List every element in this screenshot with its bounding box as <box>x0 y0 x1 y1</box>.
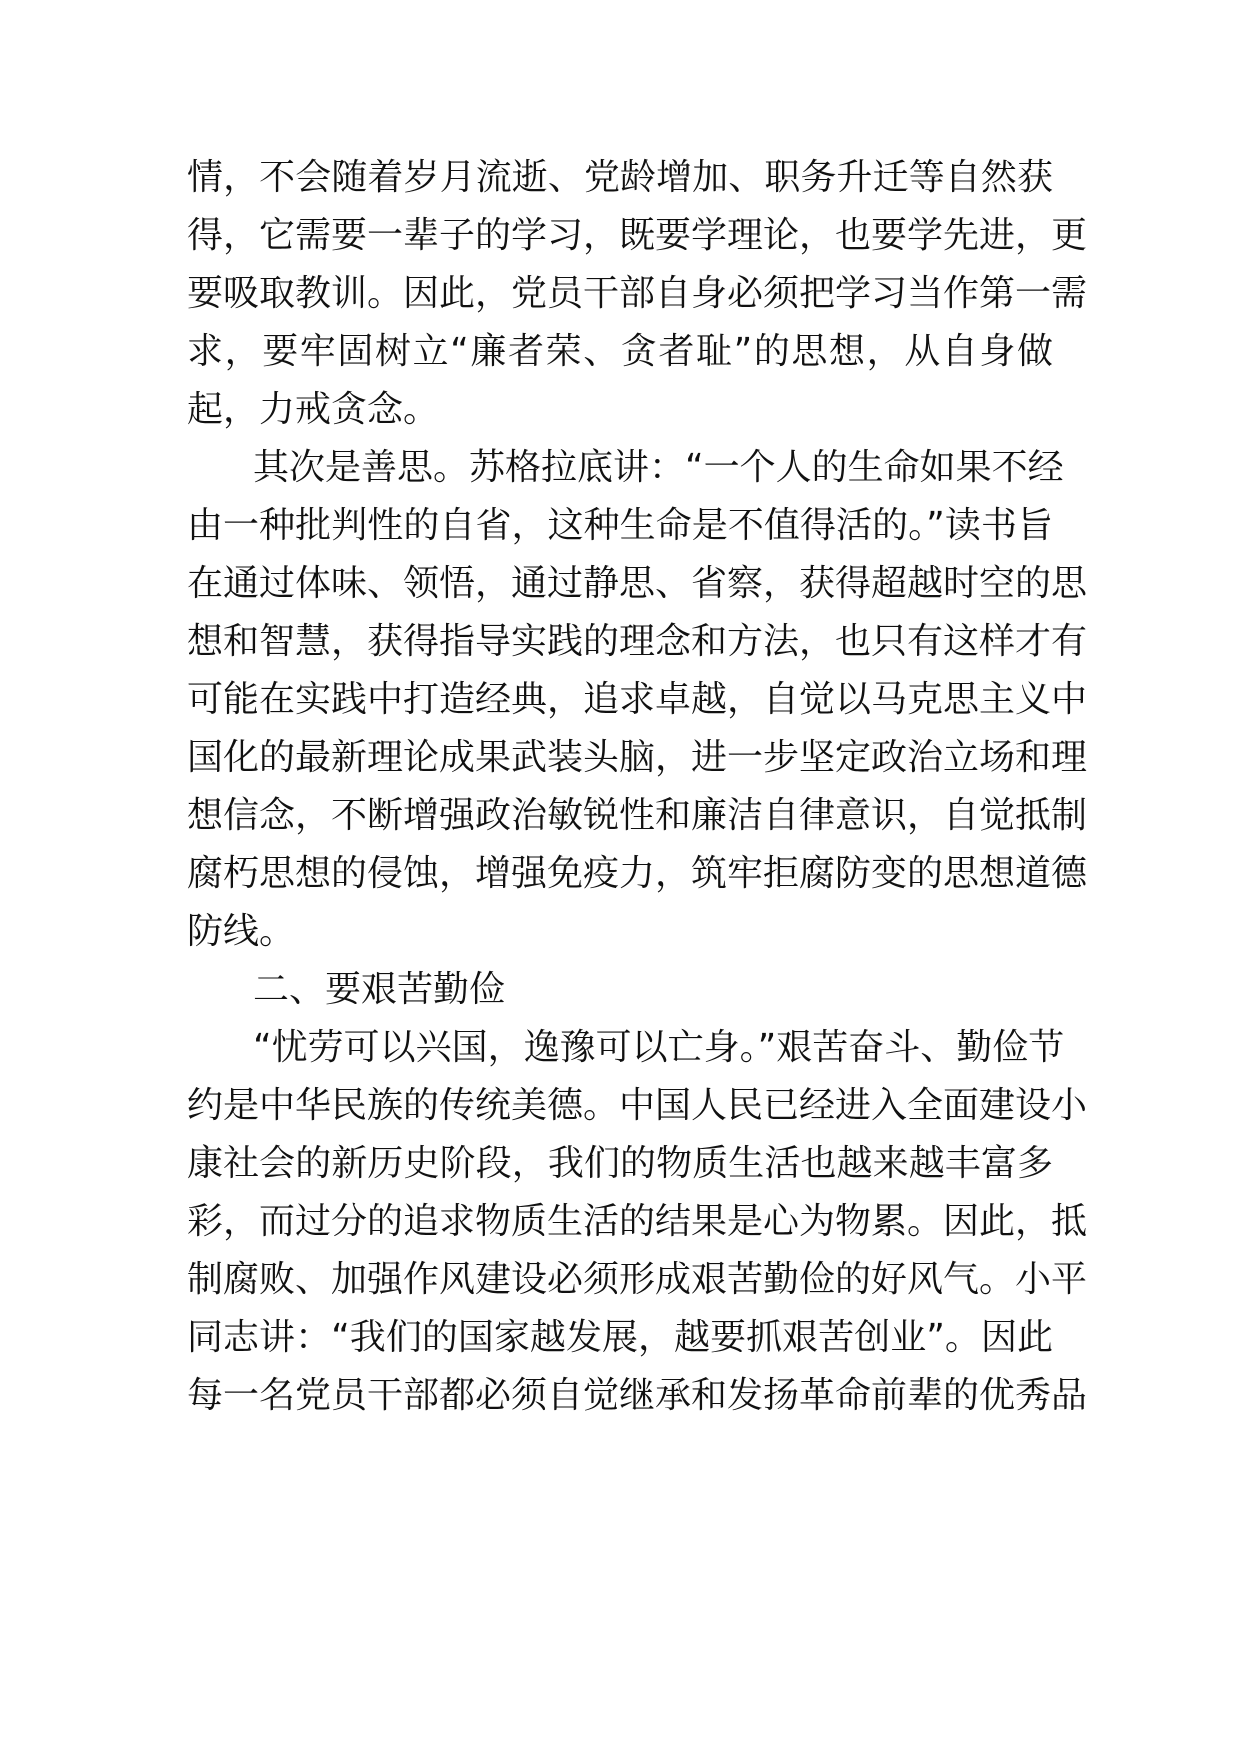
paragraph-first-line: “忧劳可以兴国，逸豫可以亡身。”艰苦奋斗、勤俭节 <box>253 1027 1065 1068</box>
text-line: 得，它需要一辈子的学习，既要学理论，也要学先进，更 <box>187 215 1088 256</box>
text-line: 同志讲：“我们的国家越发展，越要抓艰苦创业”。因此 <box>187 1317 1053 1358</box>
text-line: 想和智慧，获得指导实践的理念和方法，也只有这样才有 <box>187 621 1088 662</box>
section-heading: 二、要艰苦勤俭 <box>253 969 506 1010</box>
text-line: 制腐败、加强作风建设必须形成艰苦勤俭的好风气。小平 <box>187 1259 1088 1300</box>
paragraph-first-line: 其次是善思。苏格拉底讲：“一个人的生命如果不经 <box>253 447 1064 488</box>
text-line: 起，力戒贪念。 <box>187 389 440 430</box>
text-line: 彩，而过分的追求物质生活的结果是心为物累。因此，抵 <box>187 1201 1088 1242</box>
text-line: 想信念，不断增强政治敏锐性和廉洁自律意识，自觉抵制 <box>187 795 1088 836</box>
text-line: 国化的最新理论成果武装头脑，进一步坚定政治立场和理 <box>187 737 1088 778</box>
text-line: 情，不会随着岁月流逝、党龄增加、职务升迁等自然获 <box>187 157 1053 198</box>
text-line: 防线。 <box>187 911 296 952</box>
text-line: 由一种批判性的自省，这种生命是不值得活的。”读书旨 <box>187 505 1053 546</box>
text-line: 每一名党员干部都必须自觉继承和发扬革命前辈的优秀品 <box>187 1375 1088 1416</box>
text-line: 康社会的新历史阶段，我们的物质生活也越来越丰富多 <box>187 1143 1053 1184</box>
text-line: 可能在实践中打造经典，追求卓越，自觉以马克思主义中 <box>187 679 1088 720</box>
text-line: 在通过体味、领悟，通过静思、省察，获得超越时空的思 <box>187 563 1088 604</box>
text-line: 约是中华民族的传统美德。中国人民已经进入全面建设小 <box>187 1085 1088 1126</box>
text-line: 要吸取教训。因此，党员干部自身必须把学习当作第一需 <box>187 273 1088 314</box>
text-line: 腐朽思想的侵蚀，增强免疫力，筑牢拒腐防变的思想道德 <box>187 853 1088 894</box>
text-line: 求，要牢固树立“廉者荣、贪者耻”的思想，从自身做 <box>187 331 1053 372</box>
